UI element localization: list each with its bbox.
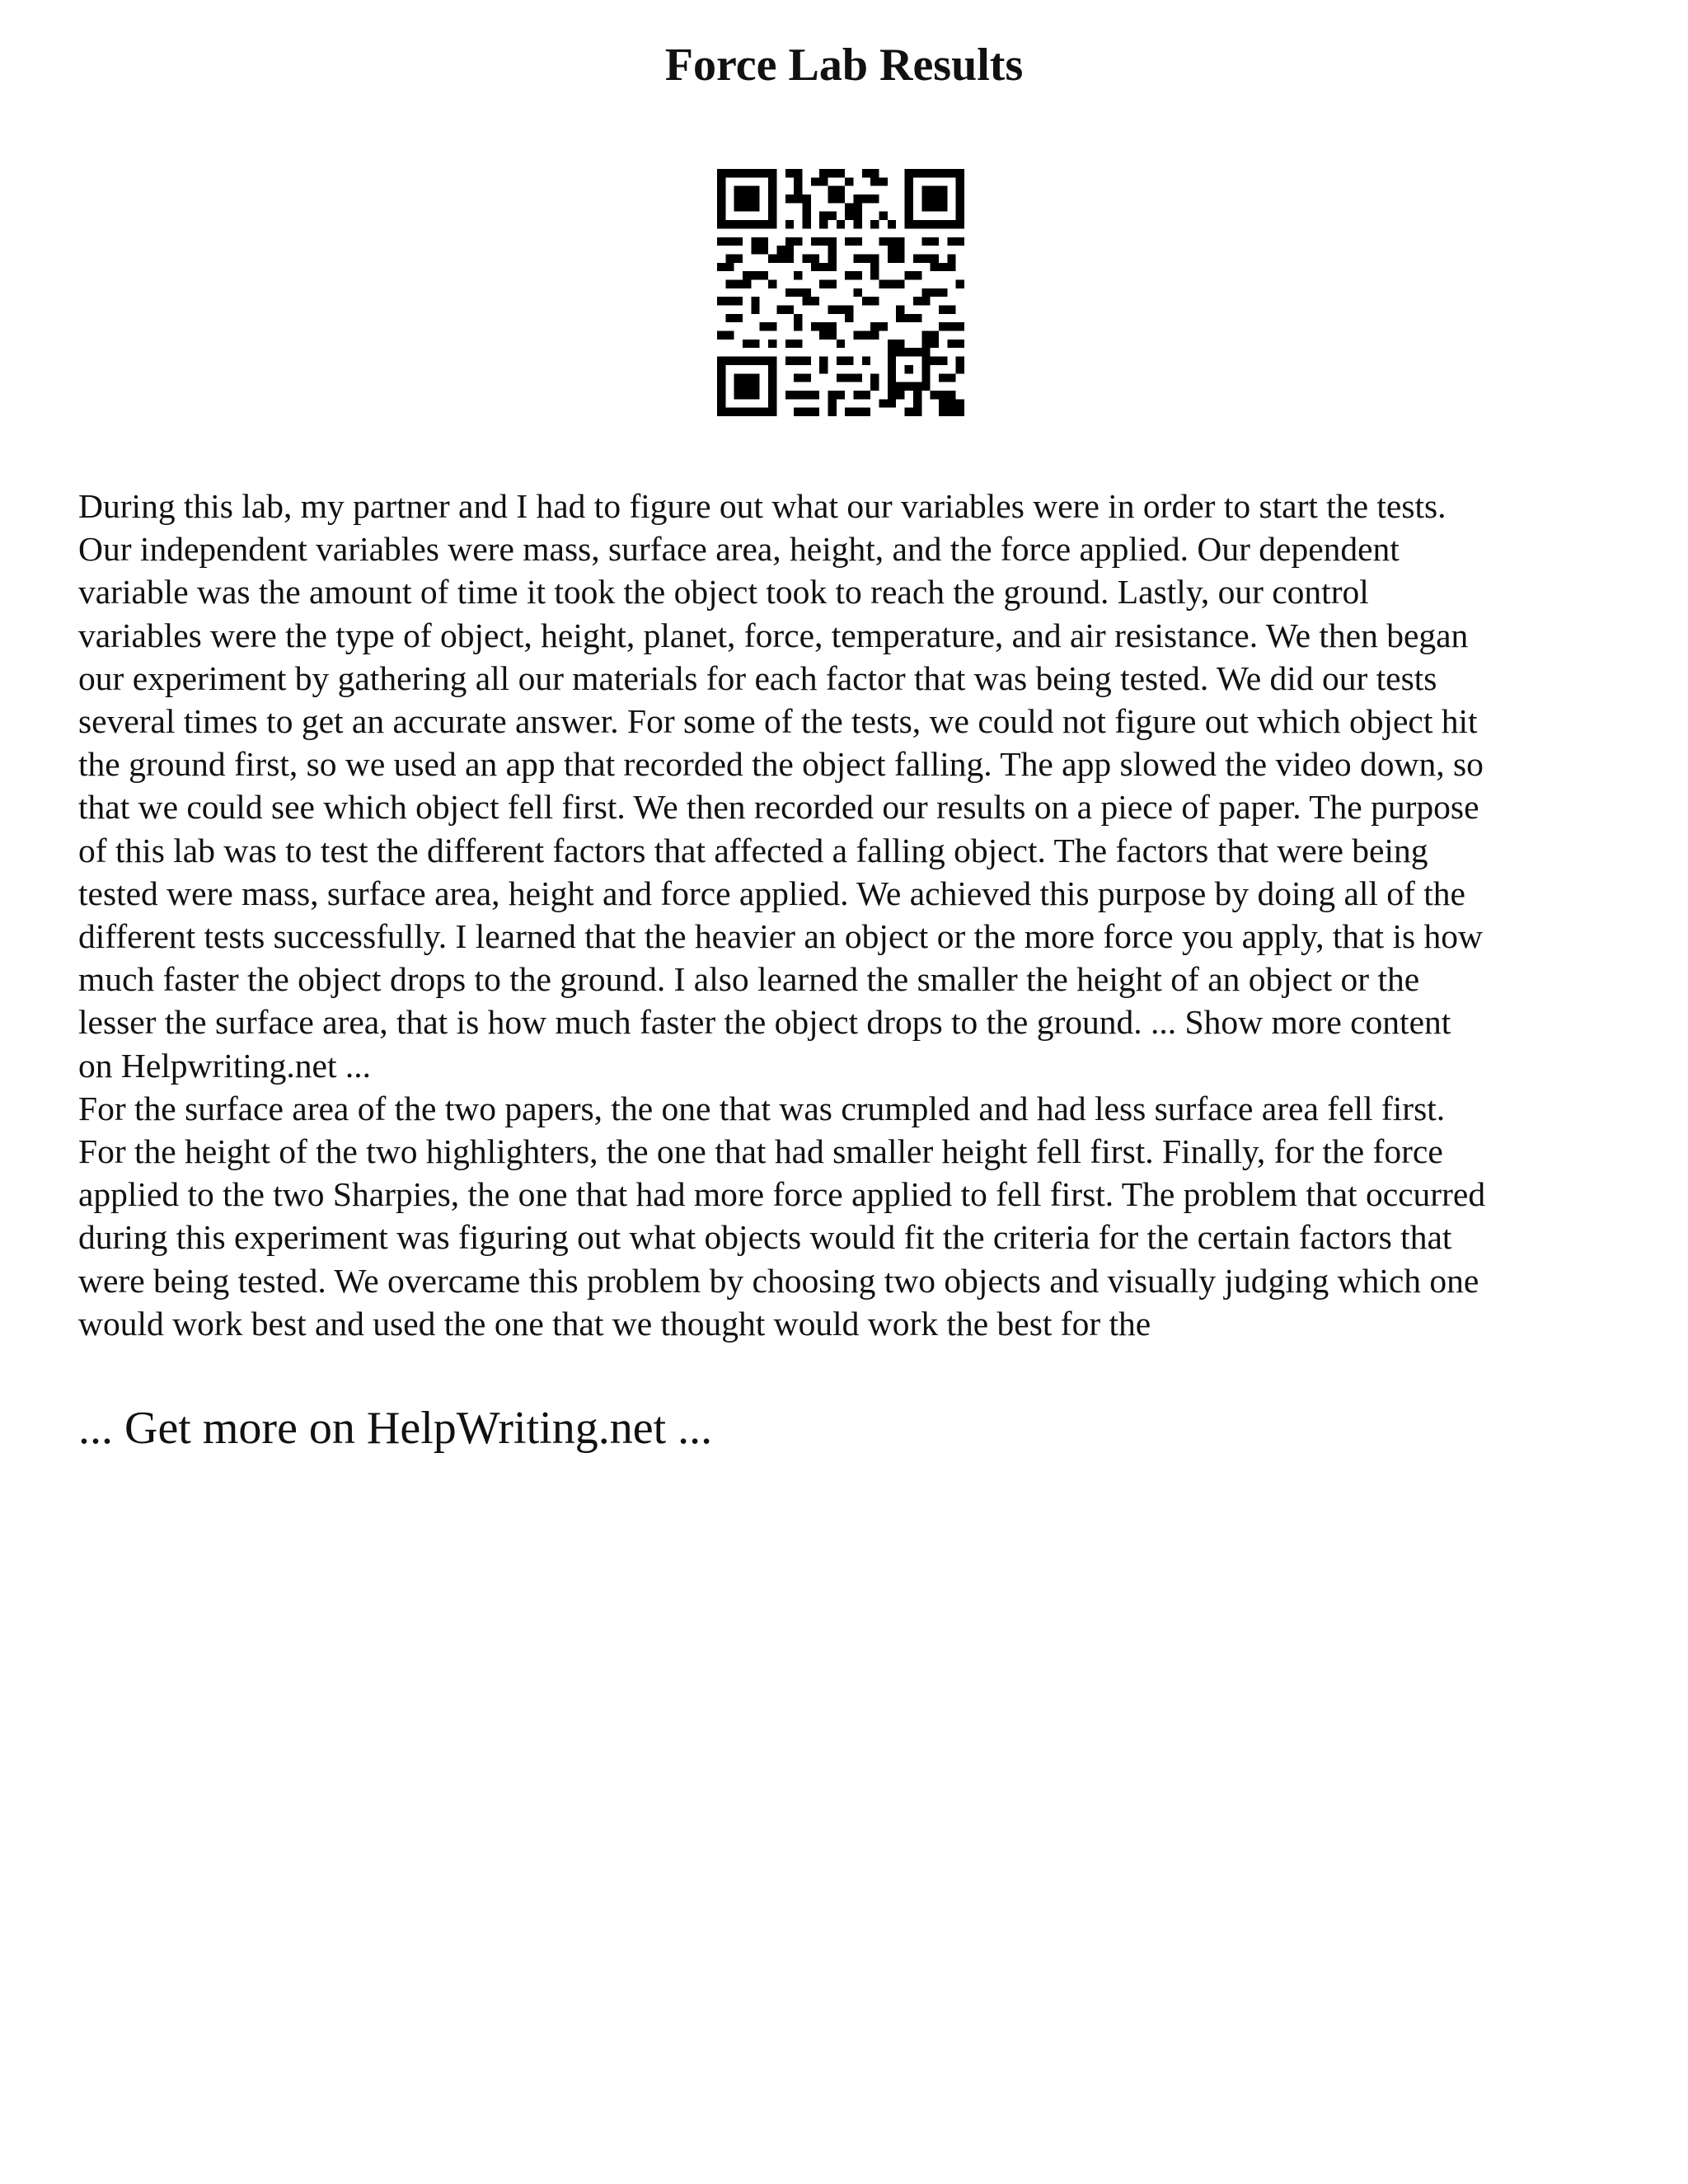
- qr-code-icon: [717, 169, 964, 416]
- qr-code-graphic: [717, 169, 964, 416]
- body-text: During this lab, my partner and I had to figure out what our variables were in order to start the tests. Our independent variables were mass, surface area, height, and the force applied. Our dependent variable was the amount of time it took the object took to reach the ground. Lastly, our control variables were the type of object, height, planet, force, temperature, and air resistance. We then began our experiment by gathering all our materials for each factor that was being tested. We did our tests several times to get an accurate answer. For some of the tests, we could not figure out which object hit the ground first, so we used an app that recorded the object falling. The app slowed the video down, so that we could see which object fell first. We then recorded our results on a piece of paper. The purpose of this lab was to test the different factors that affected a falling object. The factors that were being tested were mass, surface area, height and force applied. We achieved this purpose by doing all of the different tests successfully. I learned that the heavier an object or the more force you apply, that is how much faster the object drops to the ground. I also learned the smaller the height of an object or the lesser the surface area, that is how much faster the object drops to the ground. ... Show more content on Helpwriting.net ... For the surface area of the two papers, the one that was crumpled and had less surface area fell first. For the height of the two highlighters, the one that had smaller height fell first. Finally, for the force applied to the two Sharpies, the one that had more force applied to fell first. The problem that occurred during this experiment was figuring out what objects would fit the criteria for the certain factors that were being tested. We overcame this problem by choosing two objects and visually judging which one would work best and used the one that we thought would work the best for the: [78, 487, 1486, 1343]
- page-title: Force Lab Results: [664, 40, 1024, 91]
- get-more-link-text: ... Get more on HelpWriting.net ...: [78, 1403, 713, 1454]
